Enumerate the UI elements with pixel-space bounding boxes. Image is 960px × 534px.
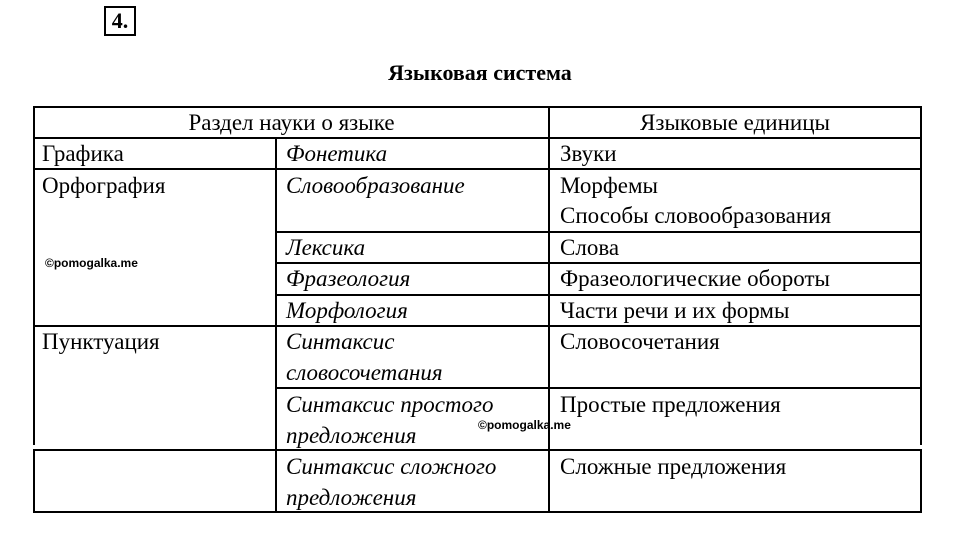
- vline: [33, 449, 35, 513]
- watermark: ©pomogalka.me: [45, 256, 138, 270]
- header-section: Раздел науки о языке: [188, 110, 395, 135]
- section-predlozheniya-1: предложения: [286, 423, 417, 448]
- units-slozhnye: Сложные предложения: [560, 454, 787, 479]
- section-slovoobrazovanie: Словообразование: [286, 173, 465, 198]
- hline: [33, 168, 921, 170]
- section-sintaksis-1: Синтаксис: [286, 329, 395, 354]
- vline: [275, 137, 277, 513]
- main-punktuaciya: Пунктуация: [42, 329, 160, 354]
- task-number: 4.: [104, 6, 136, 36]
- section-sintaksis-prostogo: Синтаксис простого: [286, 392, 494, 417]
- section-fonetika: Фонетика: [286, 141, 388, 166]
- main-orfografiya: Орфография: [42, 173, 166, 198]
- units-prostye: Простые предложения: [560, 392, 781, 417]
- section-leksika: Лексика: [286, 235, 366, 260]
- section-frazeologiya: Фразеология: [286, 266, 411, 291]
- vline: [920, 449, 922, 513]
- vline: [33, 106, 35, 445]
- units-frazeologicheskie: Фразеологические обороты: [560, 266, 830, 291]
- section-sintaksis-slozhnogo: Синтаксис сложного: [286, 454, 497, 479]
- units-slova: Слова: [560, 235, 620, 260]
- vline: [548, 106, 550, 513]
- header-units: Языковые единицы: [640, 110, 830, 135]
- units-zvuki: Звуки: [560, 141, 617, 166]
- main-grafika: Графика: [42, 141, 124, 166]
- vline: [920, 106, 922, 445]
- units-morfemy: Морфемы: [560, 173, 658, 198]
- units-chasti-rechi: Части речи и их формы: [560, 298, 790, 323]
- section-slovosochetaniya: словосочетания: [286, 360, 443, 385]
- page-title: Языковая система: [388, 60, 572, 85]
- hline: [33, 511, 921, 513]
- section-predlozheniya-2: предложения: [286, 485, 417, 510]
- section-morfologiya: Морфология: [286, 298, 408, 323]
- watermark: ©pomogalka.me: [478, 418, 571, 432]
- units-slovosochetaniya: Словосочетания: [560, 329, 720, 354]
- units-sposoby: Способы словообразования: [560, 203, 832, 228]
